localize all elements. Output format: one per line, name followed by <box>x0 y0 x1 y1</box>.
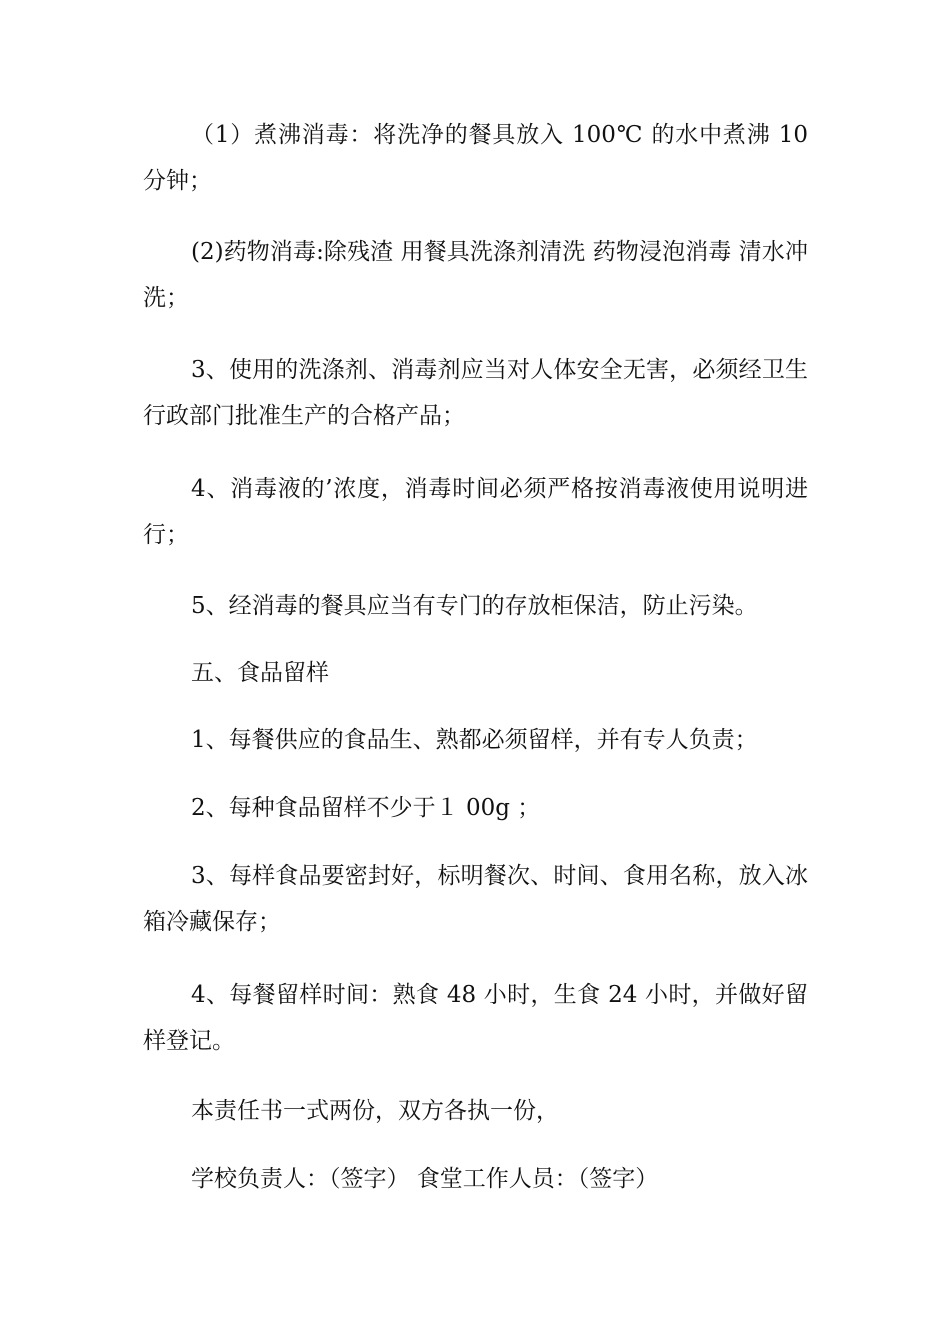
paragraph-chemical-disinfection: (2)药物消毒:除残渣 用餐具洗涤剂清洗 药物浸泡消毒 清水冲洗； <box>143 239 808 311</box>
paragraph-boiling-disinfection: （1）煮沸消毒：将洗净的餐具放入 100℃ 的水中煮沸 10 分钟； <box>143 122 816 194</box>
paragraph-sample-item-2: 2、每种食品留样不少于１ 00g ； <box>191 795 541 821</box>
paragraph-item-4-concentration: 4、消毒液的’浓度，消毒时间必须严格按消毒液使用说明进行； <box>143 476 808 548</box>
paragraph-item-5-storage: 5、经消毒的餐具应当有专门的存放柜保洁，防止污染。 <box>191 593 758 619</box>
paragraph-sample-item-1: 1、每餐供应的食品生、熟都必须留样，并有专人负责； <box>191 727 758 753</box>
paragraph-item-3-detergent: 3、使用的洗涤剂、消毒剂应当对人体安全无害，必须经卫生行政部门批准生产的合格产品； <box>143 357 808 429</box>
paragraph-sample-item-3: 3、每样食品要密封好，标明餐次、时间、食用名称，放入冰箱冷藏保存； <box>143 863 808 935</box>
paragraph-copies-note: 本责任书一式两份，双方各执一份， <box>191 1098 559 1124</box>
paragraph-sample-item-4: 4、每餐留样时间：熟食 48 小时，生食 24 小时，并做好留样登记。 <box>143 982 808 1054</box>
signature-line: 学校负责人：（签字） 食堂工作人员：（签字） <box>191 1166 659 1192</box>
section-heading-food-samples: 五、食品留样 <box>191 660 329 686</box>
